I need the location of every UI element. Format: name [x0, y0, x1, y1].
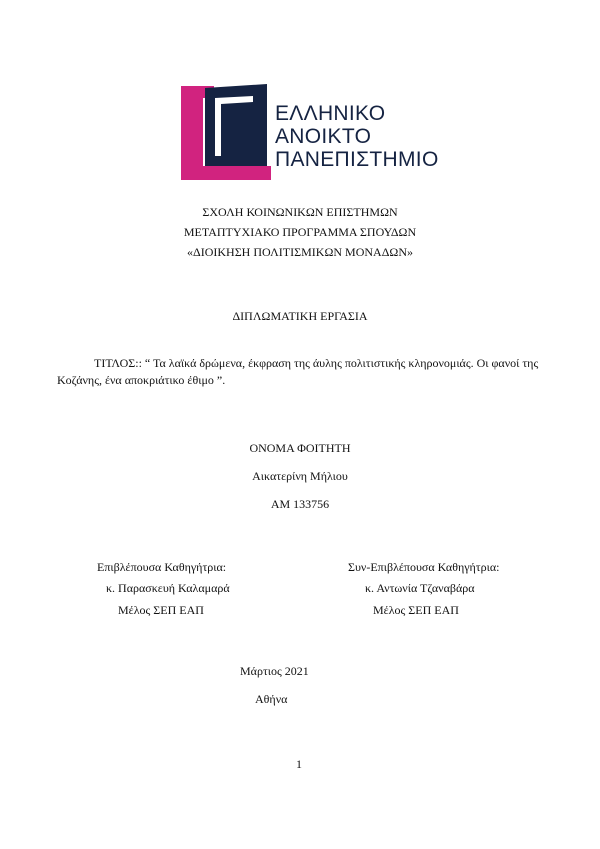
student-heading: ΟΝΟΜΑ ΦΟΙΤΗΤΗ	[249, 441, 351, 455]
co-supervisor-position: Μέλος ΣΕΠ ΕΑΠ	[373, 603, 459, 617]
logo-line-2: ΑΝΟΙΚΤΟ	[275, 125, 372, 148]
supervisor-position: Μέλος ΣΕΠ ΕΑΠ	[118, 603, 204, 617]
page-number: 1	[296, 757, 302, 771]
co-supervisor-name: κ. Αντωνία Τζαναβάρα	[365, 581, 475, 595]
submission-date: Μάρτιος 2021	[240, 664, 309, 678]
program-name: «ΔΙΟΙΚΗΣΗ ΠΟΛΙΤΙΣΜΙΚΩΝ ΜΟΝΑΔΩΝ»	[186, 245, 413, 259]
hou-logo-mark-icon	[181, 84, 271, 180]
thesis-title	[57, 355, 557, 389]
program-type: ΜΕΤΑΠΤΥΧΙΑΚΟ ΠΡΟΓΡΑΜΜΑ ΣΠΟΥΔΩΝ	[183, 225, 417, 239]
student-id: ΑΜ 133756	[270, 497, 330, 511]
document-type: ΔΙΠΛΩΜΑΤΙΚΗ ΕΡΓΑΣΙΑ	[232, 309, 368, 323]
supervisor-role: Επιβλέπουσα Καθηγήτρια:	[97, 560, 227, 574]
university-logo	[181, 84, 439, 180]
thesis-title-label: ΤΙΤΛΟΣ:	[94, 356, 139, 370]
school-name: ΣΧΟΛΗ ΚΟΙΝΩΝΙΚΩΝ ΕΠΙΣΤΗΜΩΝ	[202, 205, 398, 219]
logo-line-1: ΕΛΛΗΝΙΚΟ	[275, 102, 386, 125]
co-supervisor-role: Συν-Επιβλέπουσα Καθηγήτρια:	[348, 560, 500, 574]
submission-city: Αθήνα	[255, 692, 288, 706]
thesis-title-text: : “ Τα λαϊκά δρώμενα, έκφραση της άυλης πολιτιστικής κληρονομιάς. Οι φανοί της Κοζάνης, ένα αποκριάτικο έθιμο ”.	[57, 356, 539, 387]
student-name: Αικατερίνη Μήλιου	[252, 469, 348, 483]
supervisor-name: κ. Παρασκευή Καλαμαρά	[106, 581, 230, 595]
logo-line-3: ΠΑΝΕΠΙΣΤΗΜΙΟ	[275, 148, 439, 171]
logo-wordmark	[275, 102, 439, 171]
